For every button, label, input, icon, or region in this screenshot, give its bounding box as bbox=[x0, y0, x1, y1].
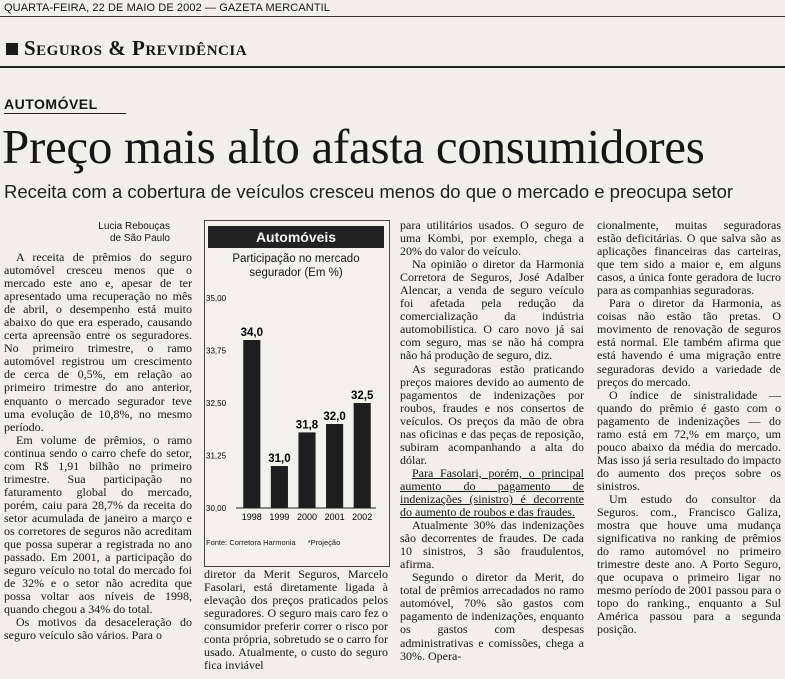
article-column-3 bbox=[400, 219, 584, 663]
bar-chart bbox=[204, 290, 388, 535]
x-tick-label-2001: 2001 bbox=[324, 512, 345, 522]
chart-source-line bbox=[206, 538, 388, 547]
article-kicker: AUTOMÓVEL bbox=[4, 96, 98, 112]
paragraph: O índice de sinistralidade — quando do prêmio é gasto com o pagamento de indenizações — do ramo está em 72,% em março, um pouco abaixo da média do mercado. Mas isso já seria resultado do impacto do aumento dos preços sobre os sinistros. bbox=[597, 387, 781, 493]
section-rule bbox=[0, 66, 785, 68]
paragraph: As seguradoras estão praticando preços maiores devido ao aumento de pagamentos de indenizações por roubos, fraudes e nos consertos de veículos. Os preços da mão de obra nas oficinas e das peças de reposição, subiram acompanhando a alta do dólar. bbox=[400, 361, 584, 467]
y-tick-label: 32,50 bbox=[206, 399, 227, 408]
data-label-1998: 34,0 bbox=[240, 327, 263, 339]
kicker-rule bbox=[4, 113, 126, 114]
data-label-2002: 32,5 bbox=[351, 390, 374, 402]
x-tick-label-2000: 2000 bbox=[296, 512, 318, 522]
paragraph: A receita de prêmios do seguro automóvel cresceu menos que o mercado este ano e, apesar de ter apresentado uma recuperação no mês de abril, o desempenho está muito abaixo do que era esperado, causando certa apreensão entre os seguradores. No primeiro trimestre, o ramo automóvel registrou um crescimento de cerca de 0,5%, em relação ao primeiro trimestre do ano anterior, enquanto o mercado segurador teve uma evolução de 10,8%, no mesmo período. bbox=[4, 250, 192, 434]
paragraph-underlined: Para Fasolari, porém, o principal aumento do pagamento de indenizações (sinistro) é decorrente do aumento de roubos e das fraudes. bbox=[400, 465, 584, 520]
top-rule bbox=[0, 16, 785, 17]
y-tick-label: 33,75 bbox=[206, 346, 227, 356]
bar-1999 bbox=[271, 466, 288, 508]
paragraph: Um estudo do consultor da Seguros. com., Francisco Galiza, mostra que houve uma mudança significativa no ranking de prêmios do ramo automóvel no primeiro trimestre deste ano. A Porto Seguro, que ocupava o primeiro ligar no mesmo período de 2001 passou para o topo do ranking., enquanto a Sul América passou para a segunda posição. bbox=[597, 491, 781, 637]
section-title: Seguros & Previdência bbox=[24, 36, 248, 60]
bar-1998 bbox=[243, 340, 260, 508]
section-square-icon bbox=[6, 43, 18, 55]
chart-title: Automóveis bbox=[208, 226, 384, 248]
y-tick-label: 30,00 bbox=[206, 504, 227, 513]
data-label-1999: 31,0 bbox=[268, 453, 291, 465]
chart-source: Fonte: Corretora Harmonia bbox=[206, 538, 296, 547]
article-column-4 bbox=[597, 219, 781, 637]
byline bbox=[40, 221, 170, 245]
bar-2001 bbox=[326, 424, 343, 508]
y-tick-label: 35,00 bbox=[206, 294, 227, 303]
paragraph: Atualmente 30% das indenizações são decorrentes de fraudes. De cada 10 sinistros, 3 são fraudulentos, afirma. bbox=[400, 518, 584, 572]
article-subhead: Receita com a cobertura de veículos cresceu menos do que o mercado e preocupa setor bbox=[4, 181, 734, 202]
article-column-2 bbox=[204, 568, 388, 672]
x-tick-label-1999: 1999 bbox=[269, 512, 290, 522]
x-tick-label-1998: 1998 bbox=[241, 512, 262, 522]
dateline: QUARTA-FEIRA, 22 DE MAIO DE 2002 — GAZETA MERCANTIL bbox=[4, 2, 331, 14]
paragraph: Em volume de prêmios, o ramo continua sendo o carro chefe do setor, com R$ 1,91 bilhão no primeiro trimestre. Sua participação no faturamento global do mercado, porém, caiu para 28,7% da receita do setor acumulada de janeiro a março e os corretores de seguros não acreditam que possa superar a registrada no ano passado. Em 2001, a participação do seguro veículo no total do mercado foi de 32% e o setor não acredita que possa voltar aos níveis de 1998, quando chegou a 34% do total. bbox=[4, 432, 192, 617]
article-headline: Preço mais alto afasta consumidores bbox=[2, 119, 705, 174]
paragraph: diretor da Merit Seguros, Marcelo Fasolari, está diretamente ligada à elevação dos preços praticados pelos seguradores. O seguro mais caro fez o consumidor preferir correr o risco por conta própria, sobretudo se o carro for usado. Atualmente, o custo do seguro fica inviável bbox=[204, 567, 388, 673]
y-tick-label: 31,25 bbox=[206, 451, 227, 461]
paragraph: Os motivos da desaceleração do seguro veículo são vários. Para o bbox=[4, 615, 192, 643]
bar-2002 bbox=[354, 403, 371, 508]
data-label-2000: 31,8 bbox=[295, 419, 319, 432]
paragraph: cionalmente, muitas seguradoras estão deficitárias. O que salva são as aplicações financeiras das carteiras, que tem sido a maior e, em alguns casos, a única fonte geradora de lucro para as companhias seguradoras. bbox=[597, 218, 781, 298]
article-column-1 bbox=[4, 251, 192, 642]
byline-place: de São Paulo bbox=[109, 233, 170, 244]
data-label-2001: 32,0 bbox=[323, 411, 346, 423]
paragraph: Na opinião o diretor da Harmonia Corretora de Seguros, José Adalber Alencar, a venda de seguro veículo foi afetada pela redução da comercialização da indústria automobilística. O caro novo já sai com seguro, mas se não há compra não há produção de seguro, diz. bbox=[400, 257, 584, 363]
paragraph: Para o diretor da Harmonia, as coisas não estão tão pretas. O movimento de renovação de seguros está normal. Ele também afirma que está havendo é uma migração entre seguradoras devido a variedade de preços do mercado. bbox=[597, 296, 781, 389]
chart-note: *Projeção bbox=[307, 538, 341, 547]
chart-subtitle: Participação no mercado segurador (Em %) bbox=[232, 253, 360, 279]
x-tick-label-2002: 2002 bbox=[352, 512, 373, 522]
paragraph: Segundo o diretor da Merit, do total de prêmios arrecadados no ramo automóvel, 70% são gastos com pagamento de indenizações, enquanto os gastos com despesas administrativas e comissões, chega a 30%. Opera- bbox=[400, 570, 584, 663]
byline-name: Lucia Rebouças bbox=[98, 221, 170, 232]
paragraph: para utilitários usados. O seguro de uma Kombi, por exemplo, chega a 20% do valor do veículo. bbox=[400, 218, 584, 259]
bar-2000 bbox=[298, 432, 315, 508]
